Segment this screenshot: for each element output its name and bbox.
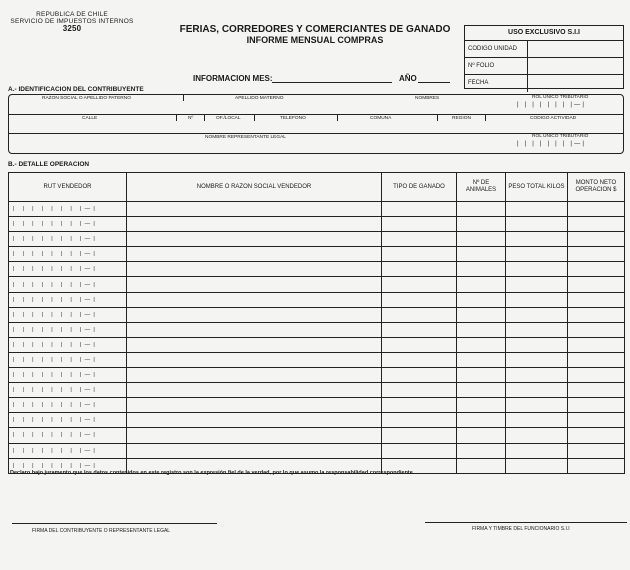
numero-animales-cell[interactable] xyxy=(457,413,506,428)
nombre-vendedor-cell[interactable] xyxy=(127,307,382,322)
row2-sep-2 xyxy=(204,115,205,121)
peso-total-cell[interactable] xyxy=(506,232,568,247)
nombre-vendedor-cell[interactable] xyxy=(127,202,382,217)
rut-vendedor-cell[interactable]: | | | | | | | |—| xyxy=(9,337,127,352)
numero-animales-cell[interactable] xyxy=(457,458,506,473)
nombre-vendedor-cell[interactable] xyxy=(127,217,382,232)
monto-neto-cell[interactable] xyxy=(568,398,625,413)
rut-vendedor-cell[interactable]: | | | | | | | |—| xyxy=(9,458,127,473)
detail-table-header xyxy=(9,173,625,202)
rut-vendedor-cell[interactable]: | | | | | | | |—| xyxy=(9,443,127,458)
period-ano-label: AÑO xyxy=(399,74,417,83)
rut-contribuyente-input[interactable]: | | | | | | | |—| xyxy=(517,102,587,108)
table-row xyxy=(9,337,625,352)
numero-label: Nº xyxy=(188,116,194,121)
numero-animales-cell[interactable] xyxy=(457,277,506,292)
numero-animales-cell[interactable] xyxy=(457,428,506,443)
monto-neto-cell[interactable] xyxy=(568,232,625,247)
numero-animales-cell[interactable] xyxy=(457,307,506,322)
col-nombre-vendedor: NOMBRE O RAZON SOCIAL VENDEDOR xyxy=(127,173,382,202)
rut-vendedor-cell[interactable]: | | | | | | | |—| xyxy=(9,383,127,398)
table-row xyxy=(9,368,625,383)
monto-neto-cell[interactable] xyxy=(568,217,625,232)
numero-animales-cell[interactable] xyxy=(457,292,506,307)
signature-contribuyente-label: FIRMA DEL CONTRIBUYENTE O REPRESENTANTE LEGAL xyxy=(32,528,171,534)
tipo-ganado-cell[interactable] xyxy=(382,368,457,383)
peso-total-cell[interactable] xyxy=(506,307,568,322)
table-row xyxy=(9,277,625,292)
numero-animales-cell[interactable] xyxy=(457,368,506,383)
numero-animales-cell[interactable] xyxy=(457,398,506,413)
comuna-label: COMUNA xyxy=(370,116,392,121)
numero-animales-cell[interactable] xyxy=(457,383,506,398)
rut-vendedor-cell[interactable]: | | | | | | | |—| xyxy=(9,202,127,217)
rut-vendedor-cell[interactable]: | | | | | | | |—| xyxy=(9,322,127,337)
section-a-divider-2 xyxy=(9,133,623,134)
sii-codigo-unidad-field[interactable]: CODIGO UNIDAD xyxy=(465,41,623,58)
tipo-ganado-cell[interactable] xyxy=(382,322,457,337)
tipo-ganado-cell[interactable] xyxy=(382,383,457,398)
col-rut-vendedor: RUT VENDEDOR xyxy=(9,173,127,202)
numero-animales-cell[interactable] xyxy=(457,443,506,458)
row2-sep-1 xyxy=(176,115,177,121)
monto-neto-cell[interactable] xyxy=(568,262,625,277)
row1-sep-1 xyxy=(183,95,184,101)
peso-total-cell[interactable] xyxy=(506,398,568,413)
monto-neto-cell[interactable] xyxy=(568,413,625,428)
telefono-label: TELEFONO xyxy=(280,116,306,121)
peso-total-cell[interactable] xyxy=(506,352,568,367)
peso-total-cell[interactable] xyxy=(506,368,568,383)
sii-fecha-field[interactable]: FECHA xyxy=(465,75,623,92)
monto-neto-cell[interactable] xyxy=(568,352,625,367)
tipo-ganado-cell[interactable] xyxy=(382,202,457,217)
form-number: 3250 xyxy=(62,24,82,33)
section-a-title: A.- IDENTIFICACION DEL CONTRIBUYENTE xyxy=(8,86,144,93)
peso-total-cell[interactable] xyxy=(506,262,568,277)
nombre-vendedor-cell[interactable] xyxy=(127,413,382,428)
table-row xyxy=(9,232,625,247)
monto-neto-cell[interactable] xyxy=(568,337,625,352)
servicio-text: SERVICIO DE IMPUESTOS INTERNOS xyxy=(10,18,134,25)
rut-vendedor-cell[interactable]: | | | | | | | |—| xyxy=(9,352,127,367)
monto-neto-cell[interactable] xyxy=(568,443,625,458)
peso-total-cell[interactable] xyxy=(506,443,568,458)
tipo-ganado-cell[interactable] xyxy=(382,352,457,367)
col-tipo-ganado: TIPO DE GANADO xyxy=(382,173,457,202)
peso-total-cell[interactable] xyxy=(506,247,568,262)
rut-vendedor-cell[interactable]: | | | | | | | |—| xyxy=(9,262,127,277)
section-a-divider-1 xyxy=(9,114,623,115)
table-row xyxy=(9,262,625,277)
rut-representante-label: ROL UNICO TRIBUTARIO xyxy=(532,134,589,139)
peso-total-cell[interactable] xyxy=(506,413,568,428)
rut-vendedor-cell[interactable]: | | | | | | | |—| xyxy=(9,232,127,247)
sii-folio-field[interactable]: Nº FOLIO xyxy=(465,58,623,75)
tipo-ganado-cell[interactable] xyxy=(382,428,457,443)
republica-text: REPUBLICA DE CHILE xyxy=(36,11,108,18)
form-subtitle: INFORME MENSUAL COMPRAS xyxy=(246,35,384,45)
nombre-vendedor-cell[interactable] xyxy=(127,337,382,352)
table-row xyxy=(9,443,625,458)
codigo-actividad-label: CODIGO ACTIVIDAD xyxy=(530,116,577,121)
rut-contribuyente-label: ROL UNICO TRIBUTARIO xyxy=(532,95,589,100)
tipo-ganado-cell[interactable] xyxy=(382,262,457,277)
nombre-vendedor-cell[interactable] xyxy=(127,398,382,413)
rut-vendedor-cell[interactable]: | | | | | | | |—| xyxy=(9,277,127,292)
tipo-ganado-cell[interactable] xyxy=(382,443,457,458)
tipo-ganado-cell[interactable] xyxy=(382,217,457,232)
signature-funcionario-label: FIRMA Y TIMBRE DEL FUNCIONARIO S.I.I xyxy=(472,526,570,532)
rut-vendedor-cell[interactable]: | | | | | | | |—| xyxy=(9,428,127,443)
col-peso-total: PESO TOTAL KILOS xyxy=(506,173,568,202)
declaration-text: Declaro bajo juramento que los datos contenidos en este registro son la expresión fiel de la verdad, por lo que asumo la responsabilidad correspondiente. xyxy=(10,470,415,476)
nombre-vendedor-cell[interactable] xyxy=(127,443,382,458)
sii-box-title: USO EXCLUSIVO S.I.I xyxy=(465,26,623,41)
detail-table xyxy=(8,172,625,474)
period-mes-input[interactable] xyxy=(272,82,392,83)
monto-neto-cell[interactable] xyxy=(568,428,625,443)
table-row xyxy=(9,217,625,232)
table-row xyxy=(9,307,625,322)
apellido-materno-label: APELLIDO MATERNO xyxy=(235,96,284,101)
signature-funcionario-line[interactable] xyxy=(425,522,627,523)
table-row xyxy=(9,202,625,217)
rut-representante-input[interactable]: | | | | | | | |—| xyxy=(517,141,587,147)
col-numero-animales: Nº DE ANIMALES xyxy=(457,173,506,202)
table-row xyxy=(9,352,625,367)
table-row xyxy=(9,428,625,443)
peso-total-cell[interactable] xyxy=(506,383,568,398)
tipo-ganado-cell[interactable] xyxy=(382,292,457,307)
row2-sep-3 xyxy=(254,115,255,121)
table-row xyxy=(9,398,625,413)
peso-total-cell[interactable] xyxy=(506,337,568,352)
numero-animales-cell[interactable] xyxy=(457,352,506,367)
monto-neto-cell[interactable] xyxy=(568,292,625,307)
numero-animales-cell[interactable] xyxy=(457,337,506,352)
oficina-label: OF./LOCAL xyxy=(216,116,241,121)
rut-vendedor-cell[interactable]: | | | | | | | |—| xyxy=(9,398,127,413)
representante-legal-label: NOMBRE REPRESENTANTE LEGAL xyxy=(205,135,286,140)
monto-neto-cell[interactable] xyxy=(568,458,625,473)
tipo-ganado-cell[interactable] xyxy=(382,307,457,322)
monto-neto-cell[interactable] xyxy=(568,307,625,322)
tipo-ganado-cell[interactable] xyxy=(382,247,457,262)
form-title-block xyxy=(175,24,455,46)
table-row xyxy=(9,383,625,398)
tipo-ganado-cell[interactable] xyxy=(382,398,457,413)
peso-total-cell[interactable] xyxy=(506,322,568,337)
tipo-ganado-cell[interactable] xyxy=(382,337,457,352)
form-title: FERIAS, CORREDORES Y COMERCIANTES DE GANADO xyxy=(179,24,451,35)
nombre-vendedor-cell[interactable] xyxy=(127,262,382,277)
sii-exclusive-box xyxy=(464,25,624,89)
rut-vendedor-cell[interactable]: | | | | | | | |—| xyxy=(9,292,127,307)
numero-animales-cell[interactable] xyxy=(457,247,506,262)
rut-vendedor-cell[interactable]: | | | | | | | |—| xyxy=(9,368,127,383)
rut-vendedor-cell[interactable]: | | | | | | | |—| xyxy=(9,307,127,322)
nombres-label: NOMBRES xyxy=(415,96,440,101)
numero-animales-cell[interactable] xyxy=(457,322,506,337)
row2-sep-6 xyxy=(485,115,486,121)
col-monto-neto: MONTO NETO OPERACION $ xyxy=(568,173,625,202)
period-ano-input[interactable] xyxy=(418,82,450,83)
nombre-vendedor-cell[interactable] xyxy=(127,322,382,337)
monto-neto-cell[interactable] xyxy=(568,368,625,383)
table-row xyxy=(9,322,625,337)
razon-social-label: RAZON SOCIAL O APELLIDO PATERNO xyxy=(42,96,131,101)
numero-animales-cell[interactable] xyxy=(457,262,506,277)
nombre-vendedor-cell[interactable] xyxy=(127,352,382,367)
numero-animales-cell[interactable] xyxy=(457,232,506,247)
nombre-vendedor-cell[interactable] xyxy=(127,368,382,383)
nombre-vendedor-cell[interactable] xyxy=(127,383,382,398)
monto-neto-cell[interactable] xyxy=(568,277,625,292)
table-row xyxy=(9,413,625,428)
numero-animales-cell[interactable] xyxy=(457,202,506,217)
issuer-block xyxy=(8,11,136,32)
nombre-vendedor-cell[interactable] xyxy=(127,232,382,247)
tipo-ganado-cell[interactable] xyxy=(382,413,457,428)
peso-total-cell[interactable] xyxy=(506,217,568,232)
monto-neto-cell[interactable] xyxy=(568,247,625,262)
monto-neto-cell[interactable] xyxy=(568,383,625,398)
peso-total-cell[interactable] xyxy=(506,458,568,473)
nombre-vendedor-cell[interactable] xyxy=(127,277,382,292)
peso-total-cell[interactable] xyxy=(506,277,568,292)
signature-contribuyente-line[interactable] xyxy=(12,523,217,524)
table-row xyxy=(9,292,625,307)
nombre-vendedor-cell[interactable] xyxy=(127,247,382,262)
peso-total-cell[interactable] xyxy=(506,428,568,443)
peso-total-cell[interactable] xyxy=(506,292,568,307)
numero-animales-cell[interactable] xyxy=(457,217,506,232)
section-b-title: B.- DETALLE OPERACION xyxy=(8,161,90,168)
calle-label: CALLE xyxy=(82,116,98,121)
row2-sep-5 xyxy=(437,115,438,121)
nombre-vendedor-cell[interactable] xyxy=(127,428,382,443)
tipo-ganado-cell[interactable] xyxy=(382,277,457,292)
table-row xyxy=(9,247,625,262)
nombre-vendedor-cell[interactable] xyxy=(127,292,382,307)
monto-neto-cell[interactable] xyxy=(568,202,625,217)
peso-total-cell[interactable] xyxy=(506,202,568,217)
tipo-ganado-cell[interactable] xyxy=(382,232,457,247)
period-mes-label: INFORMACION MES: xyxy=(193,74,273,83)
region-label: REGION xyxy=(452,116,471,121)
monto-neto-cell[interactable] xyxy=(568,322,625,337)
rut-vendedor-cell[interactable]: | | | | | | | |—| xyxy=(9,413,127,428)
rut-vendedor-cell[interactable]: | | | | | | | |—| xyxy=(9,247,127,262)
rut-vendedor-cell[interactable]: | | | | | | | |—| xyxy=(9,217,127,232)
row2-sep-4 xyxy=(337,115,338,121)
